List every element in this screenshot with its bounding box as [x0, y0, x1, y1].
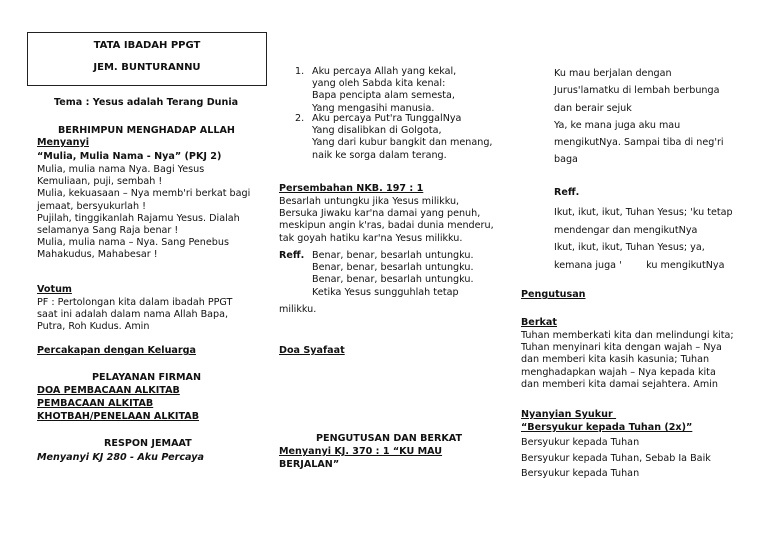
menyanyi-kj370 [279, 446, 442, 458]
lyric-line: Besarlah untungku jika Yesus milikku, [279, 196, 460, 207]
church-name: JEM. BUNTURANNU [93, 62, 201, 73]
lyric-line: Bersuka Jiwaku kar'na damai yang penuh, [279, 208, 481, 220]
kj370-reff-lyrics [554, 204, 733, 274]
song-title: “Mulia, Mulia Nama - Nya” (PKJ 2) [37, 151, 222, 162]
verse-lines [312, 66, 456, 115]
reff-label: Reff. [554, 187, 580, 198]
lyric-line: Bersyukur kepada Tuhan, Sebab Ia Baik [521, 452, 711, 464]
lyric-line: meskipun angin k'ras, badai dunia menderu, [279, 220, 494, 232]
berkat-text [521, 330, 734, 391]
reff-label: Reff. [279, 250, 305, 261]
berkat-line: dan memberi kita kasih kasunia; Tuhan [521, 354, 710, 366]
lyric-line: Ketika Yesus sungguhlah tetap [312, 286, 459, 298]
lyric-line: selamanya Sang Raja benar ! [37, 225, 179, 237]
reff-end: milikku. [279, 304, 317, 315]
lyric-line: Ku mau berjalan dengan [554, 68, 672, 79]
menyanyi-kj370-cont: BERJALAN” [279, 459, 340, 470]
votum-line: saat ini adalah dalam nama Allah Bapa, [37, 309, 229, 321]
lyric-line: Ya, ke mana juga aku mau [554, 119, 681, 131]
kj370-lyrics [554, 65, 724, 169]
votum-line: Putra, Roh Kudus. Amin [37, 321, 150, 333]
lyric-line: kemana juga ' ku mengikutNya [554, 259, 725, 271]
tema: Tema : Yesus adalah Terang Dunia [54, 97, 239, 108]
doa-pembacaan-heading: DOA PEMBACAAN ALKITAB [37, 385, 180, 396]
lyric-line: Kemuliaan, puji, sembah ! [37, 176, 163, 188]
lyric-line: mengikutNya. Sampai tiba di neg'ri [554, 137, 724, 149]
persembahan-heading: Persembahan NKB. 197 : 1 [279, 183, 424, 194]
pengutusan-berkat-heading: PENGUTUSAN DAN BERKAT [316, 433, 462, 444]
song-lyrics [37, 164, 250, 262]
votum-text [37, 297, 232, 334]
lyric-line: Benar, benar, besarlah untungku. [312, 262, 474, 274]
berkat-line: menghadapkan wajah – Nya kepada kita [521, 366, 716, 378]
lyric-line: Jurus'lamatku di lembah berbunga [554, 85, 720, 97]
respon-jemaat-heading: RESPON JEMAAT [104, 438, 192, 449]
verse-number: 1. [295, 66, 305, 77]
lyric-line: Ikut, ikut, ikut, Tuhan Yesus; ya, [554, 242, 705, 253]
document-title: TATA IBADAH PPGT [93, 40, 201, 51]
khotbah-heading: KHOTBAH/PENELAAN ALKITAB [37, 411, 200, 422]
verse-line: Yang disalibkan di Golgota, [312, 125, 442, 137]
menyanyi-kj280: Menyanyi KJ 280 - Aku Percaya [37, 452, 204, 463]
menyanyi-kj370-label: Menyanyi KJ. 370 : 1 “KU MAU [279, 446, 443, 457]
verse-line: Yang dari kubur bangkit dan menang, [312, 137, 493, 149]
doa-syafaat-heading: Doa Syafaat [279, 345, 345, 356]
bersyukur-title: “Bersyukur kepada Tuhan (2x)” [521, 422, 693, 433]
pembacaan-heading: PEMBACAAN ALKITAB [37, 398, 154, 409]
verse-lines [312, 113, 492, 162]
bersyukur-lyrics [521, 435, 711, 482]
percakapan-heading: Percakapan dengan Keluarga [37, 345, 196, 356]
reff-lyrics [312, 250, 474, 299]
verse-line: naik ke sorga dalam terang. [312, 149, 447, 161]
berkat-heading: Berkat [521, 317, 557, 328]
lyric-line: Bersyukur kepada Tuhan [521, 468, 640, 479]
berkat-line: Tuhan menyinari kita dengan wajah – Nya [521, 342, 722, 354]
pengutusan-heading: Pengutusan [521, 289, 586, 300]
nyanyian-syukur-heading: Nyanyian Syukur [521, 409, 617, 420]
lyric-line: Benar, benar, besarlah untungku. [312, 250, 474, 261]
verse-line: yang oleh Sabda kita kenal: [312, 78, 446, 90]
verse-line: Aku percaya Put'ra TunggalNya [312, 113, 462, 124]
lyric-line: Bersyukur kepada Tuhan [521, 437, 640, 448]
verse-line: Yang mengasihi manusia. [312, 102, 435, 114]
verse-line: Aku percaya Allah yang kekal, [312, 66, 457, 77]
verse-number: 2. [295, 113, 305, 124]
lyric-line: tak goyah hatiku kar'na Yesus milikku. [279, 232, 463, 244]
lyric-line: Ikut, ikut, ikut, Tuhan Yesus; 'ku tetap [554, 207, 733, 218]
section-berhimpun: BERHIMPUN MENGHADAP ALLAH [58, 125, 235, 136]
lyric-line: Mulia, mulia nama – Nya. Sang Penebus [37, 237, 229, 249]
menyanyi-label: Menyanyi [37, 137, 89, 148]
lyric-line: Mahakudus, Mahabesar ! [37, 249, 158, 261]
lyric-line: Mulia, kekuasaan – Nya memb'ri berkat bagi [37, 188, 251, 200]
lyric-line: jemaat, bersyukurlah ! [37, 200, 147, 212]
verse-line: Bapa pencipta alam semesta, [312, 90, 455, 102]
votum-line: PF : Pertolongan kita dalam ibadah PPGT [37, 297, 233, 308]
lyric-line: mendengar dan mengikutNya [554, 224, 698, 236]
votum-label: Votum [37, 284, 72, 295]
berkat-line: Tuhan memberkati kita dan melindungi kita; [521, 330, 734, 341]
lyric-line: baga [554, 154, 578, 166]
lyric-line: dan berair sejuk [554, 102, 632, 114]
lyric-line: Mulia, mulia nama Nya. Bagi Yesus [37, 164, 205, 175]
persembahan-lyrics [279, 196, 494, 245]
lyric-line: Pujilah, tinggikanlah Rajamu Yesus. Dialah [37, 212, 240, 224]
lyric-line: Benar, benar, besarlah untungku. [312, 274, 474, 286]
pelayanan-firman-heading: PELAYANAN FIRMAN [92, 372, 201, 383]
berkat-line: dan memberi kita damai sejahtera. Amin [521, 378, 718, 390]
title-box [27, 32, 267, 86]
